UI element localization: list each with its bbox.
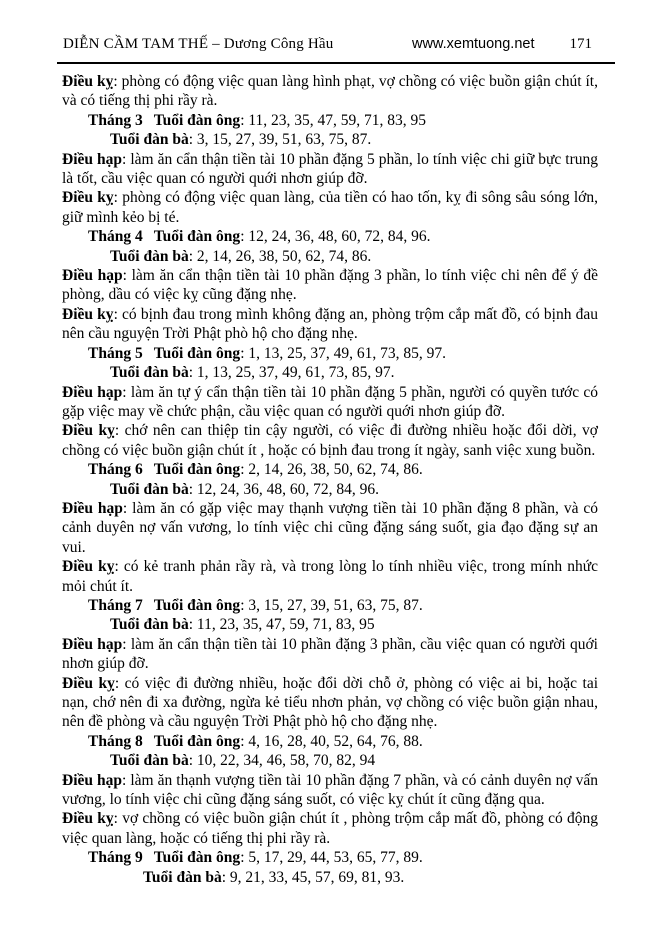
block-label: Điều hạp — [62, 771, 123, 789]
block-label: Tuổi đàn ông — [153, 732, 241, 750]
text-block-ky-0: Điều kỵ: phòng có động việc quan làng hình phạt, vợ chồng có việc buồn giận chút ít, và có tiếng thị phi rầy rà. — [62, 73, 598, 110]
block-label: Tuổi đàn bà — [110, 752, 189, 770]
text-block-female-10: Tuổi đàn bà: 1, 13, 25, 37, 49, 61, 73, 85, 97. — [110, 364, 395, 382]
text-block-month-17: Tháng 7 Tuổi đàn ông: 3, 15, 27, 39, 51, 63, 75, 87. — [88, 596, 423, 614]
block-label: Điều hạp — [62, 499, 123, 517]
text-block-ky-24: Điều kỵ: vợ chồng có việc buồn giận chút ít , phòng trộm cắp mất đồ, phòng có động việc quan làng, hoặc có tiếng thị phi rầy rà. — [62, 810, 599, 847]
text-block-ky-4: Điều kỵ: phòng có động việc quan làng, của tiền có hao tốn, kỵ đi sông sâu sóng lớn, giữ mình kẻo bị té. — [62, 189, 598, 226]
page-header — [0, 0, 661, 53]
text-block-female-18: Tuổi đàn bà: 11, 23, 35, 47, 59, 71, 83, 95 — [110, 616, 375, 634]
month-label: Tháng 6 — [88, 461, 143, 479]
block-label: Tuổi đàn ông — [153, 461, 241, 479]
text-block-female-2: Tuổi đàn bà: 3, 15, 27, 39, 51, 63, 75, 87. — [110, 131, 372, 149]
text-block-ky-20: Điều kỵ: có việc đi đường nhiều, hoặc đổi dời chỗ ở, phòng có việc ai bi, hoặc tai nạn, chớ nên đi xa đường, ngừa kẻ tiểu nhơn phản, vợ chồng có việc buồn giận nhau, nên đề phòng và cầu nguyện Trời Phật phò hộ cho đặng nhẹ. — [62, 674, 598, 731]
text-block-month-1: Tháng 3 Tuổi đàn ông: 11, 23, 35, 47, 59, 71, 83, 95 — [88, 111, 427, 129]
header-right — [412, 36, 592, 53]
block-label: Điều kỵ — [62, 558, 115, 576]
text-block-hap-7: Điều hạp: làm ăn cẩn thận tiền tài 10 phần đặng 3 phần, lo tính việc chi nên để ý đề phòng, dầu có việc kỵ cũng đặng nhẹ. — [62, 267, 598, 304]
text-block-hap-3: Điều hạp: làm ăn cẩn thận tiền tài 10 phần đặng 5 phần, lo tính việc chi giữ bực trung là tốt, cầu việc quan có người quới nhơn giúp đỡ. — [62, 150, 599, 188]
block-label: Tuổi đàn bà — [110, 247, 189, 265]
month-label: Tháng 5 — [88, 344, 143, 362]
text-block-month-21: Tháng 8 Tuổi đàn ông: 4, 16, 28, 40, 52, 64, 76, 88. — [88, 732, 423, 750]
text-block-hap-23: Điều hạp: làm ăn thạnh vượng tiền tài 10 phần đặng 7 phần, và có cảnh duyên nợ vấn vương, lo tính việc chi cũng đặng sáng suốt, có việc kỵ chút ít cũng đặng qua. — [62, 771, 598, 809]
text-block-month-25: Tháng 9 Tuổi đàn ông: 5, 17, 29, 44, 53, 65, 77, 89. — [88, 849, 423, 867]
text-block-month-13: Tháng 6 Tuổi đàn ông: 2, 14, 26, 38, 50, 62, 74, 86. — [88, 461, 423, 479]
block-label: Tuổi đàn ông — [153, 596, 241, 614]
text-block-female-deep-26: Tuổi đàn bà: 9, 21, 33, 45, 57, 69, 81, 93. — [143, 868, 405, 886]
text-block-ky-16: Điều kỵ: có kẻ tranh phản rầy rà, và trong lòng lo tính nhiều việc, trong mính nhức mỏi chút ít. — [62, 558, 599, 595]
block-label: Tuổi đàn bà — [110, 131, 189, 149]
block-label: Điều hạp — [62, 635, 123, 653]
block-label: Tuổi đàn bà — [110, 480, 189, 498]
month-label: Tháng 3 — [88, 111, 143, 129]
block-label: Điều kỵ — [62, 810, 114, 828]
month-label: Tháng 9 — [88, 849, 143, 867]
month-label: Tháng 4 — [88, 228, 143, 246]
text-block-hap-19: Điều hạp: làm ăn cẩn thận tiền tài 10 phần đặng 3 phần, cầu việc quan có người quới nhơn giúp đỡ. — [62, 635, 598, 673]
page-body — [62, 72, 598, 887]
block-label: Tuổi đàn ông — [153, 228, 241, 246]
block-label: Tuổi đàn ông — [153, 344, 241, 362]
month-label: Tháng 8 — [88, 732, 143, 750]
text-block-hap-15: Điều hạp: làm ăn có gặp việc may thạnh vượng tiền tài 10 phần đặng 8 phần, và có cảnh duyên nợ vấn vương, lo tính việc chi cũng đặng sáng suốt, gia đạo đặng sự an vui. — [62, 499, 599, 556]
block-label: Điều hạp — [62, 150, 123, 168]
block-label: Điều kỵ — [62, 422, 115, 440]
text-block-female-14: Tuổi đàn bà: 12, 24, 36, 48, 60, 72, 84, 96. — [110, 480, 380, 498]
block-label: Điều hạp — [62, 383, 123, 401]
book-title: DIỄN CẦM TAM THẾ – Dương Công Hầu — [63, 36, 334, 52]
text-block-month-5: Tháng 4 Tuổi đàn ông: 12, 24, 36, 48, 60, 72, 84, 96. — [88, 228, 431, 246]
text-block-ky-8: Điều kỵ: có bịnh đau trong mình không đặng an, phòng trộm cắp mất đồ, có bịnh đau nên cầu nguyện Trời Phật phò hộ cho đặng nhẹ. — [62, 305, 598, 343]
text-block-female-6: Tuổi đàn bà: 2, 14, 26, 38, 50, 62, 74, 86. — [110, 247, 372, 265]
month-label: Tháng 7 — [88, 596, 143, 614]
text-block-month-9: Tháng 5 Tuổi đàn ông: 1, 13, 25, 37, 49, 61, 73, 85, 97. — [88, 344, 446, 362]
block-label: Điều kỵ — [62, 305, 114, 323]
header-rule — [57, 62, 615, 64]
block-label: Tuổi đàn bà — [110, 364, 189, 382]
block-label: Điều kỵ — [62, 73, 114, 90]
website-url: www.xemtuong.net — [411, 36, 535, 52]
text-block-female-22: Tuổi đàn bà: 10, 22, 34, 46, 58, 70, 82, 94 — [110, 752, 376, 770]
block-label: Tuổi đàn ông — [153, 111, 241, 129]
block-label: Tuổi đàn ông — [153, 849, 241, 867]
page-number: 171 — [569, 36, 592, 52]
block-label: Tuổi đàn bà — [143, 868, 222, 886]
block-label: Điều kỵ — [62, 674, 115, 692]
text-block-ky-12: Điều kỵ: chớ nên can thiệp tin cậy người, có việc đi đường nhiều hoặc đổi dời, vợ chồng có việc buồn giận chút ít , hoặc có bịnh đau trong ít ngày, sanh việc xung buồn. — [62, 422, 599, 459]
block-label: Tuổi đàn bà — [110, 616, 189, 634]
text-block-hap-11: Điều hạp: làm ăn tự ý cẩn thận tiền tài 10 phần đặng 5 phần, người có quyền tước có gặp việc may về chức phận, cầu việc quan có người quới nhơn giúp đỡ. — [62, 383, 599, 420]
block-label: Điều kỵ — [62, 189, 114, 207]
block-label: Điều hạp — [62, 267, 123, 285]
